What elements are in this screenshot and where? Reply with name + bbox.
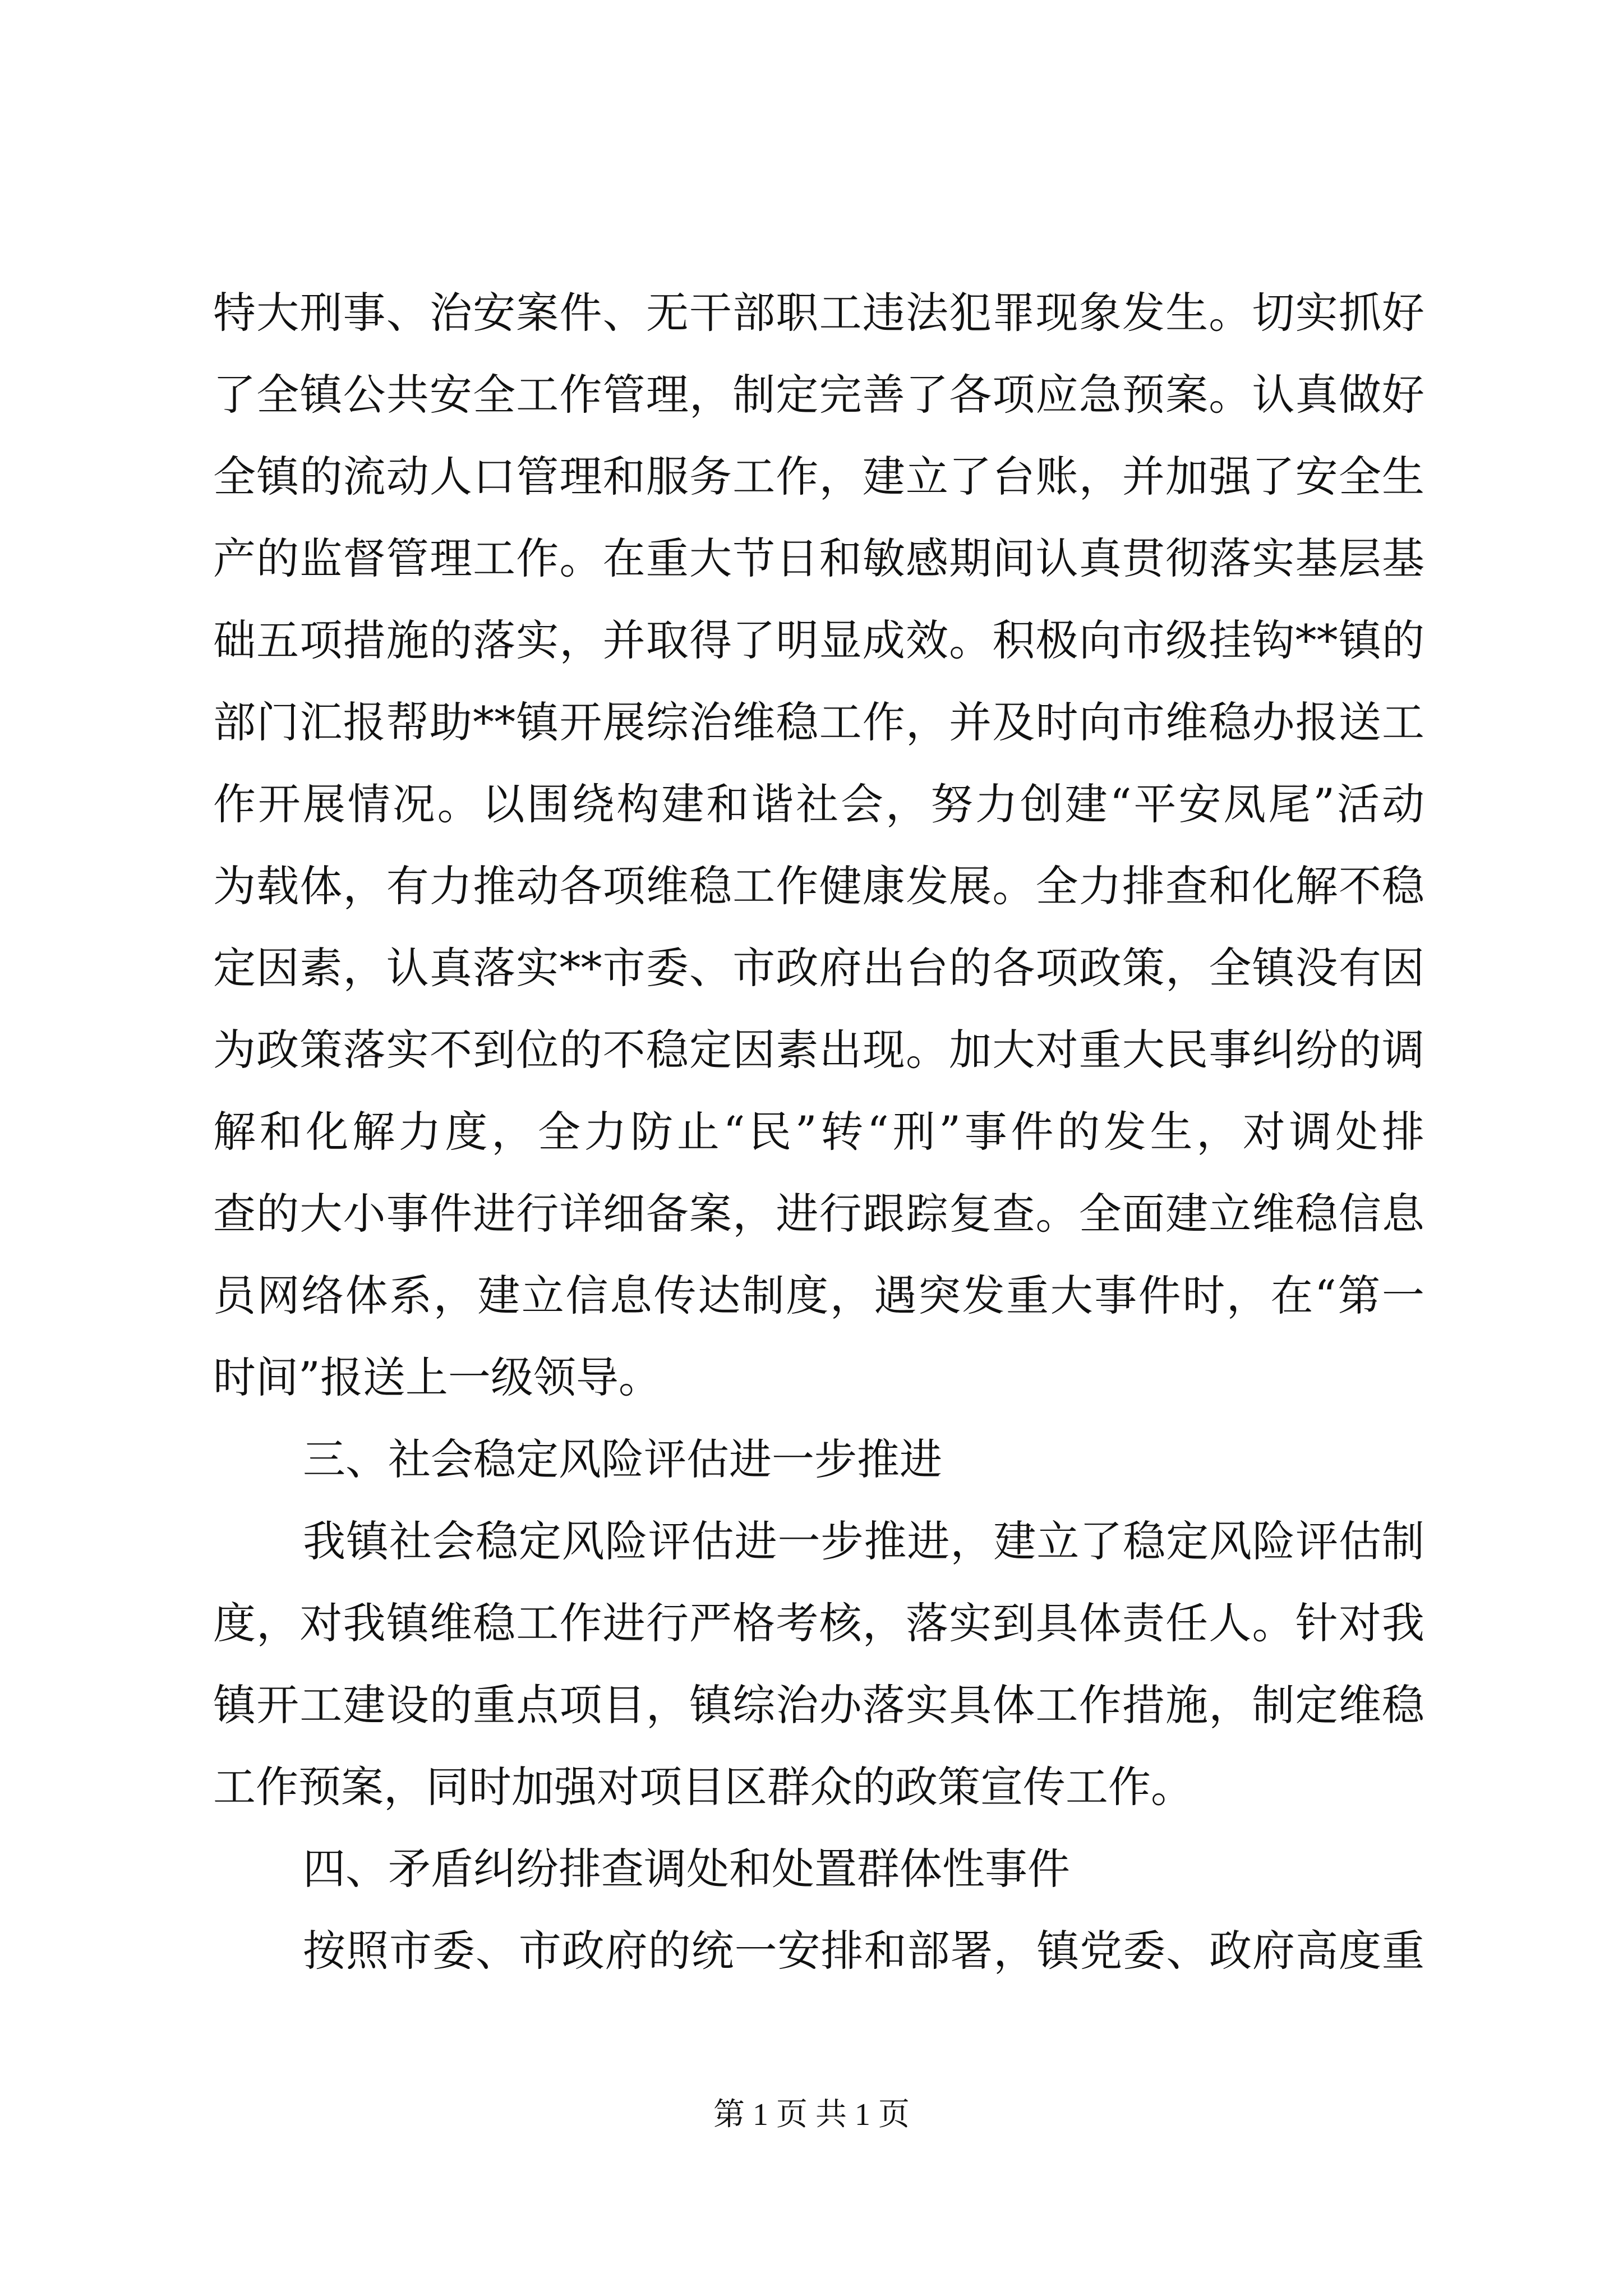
text-line: 四、矛盾纠纷排查调处和处置群体性事件 (303, 1844, 1070, 1894)
text-line: 为政策落实不到位的不稳定因素出现。加大对重大民事纠纷的调 (213, 1025, 1424, 1075)
text-line: 础五项措施的落实，并取得了明显成效。积极向市级挂钩**镇的 (213, 615, 1424, 665)
text-line: 我镇社会稳定风险评估进一步推进，建立了稳定风险评估制 (303, 1516, 1424, 1566)
text-line: 产的监督管理工作。在重大节日和敏感期间认真贯彻落实基层基 (213, 533, 1424, 583)
text-line: 部门汇报帮助**镇开展综治维稳工作，并及时向市维稳办报送工 (213, 697, 1424, 747)
text-line: 全镇的流动人口管理和服务工作，建立了台账，并加强了安全生 (213, 452, 1424, 501)
text-line: 作开展情况。以围绕构建和谐社会，努力创建“平安凤尾”活动 (213, 779, 1424, 829)
text-line: 度，对我镇维稳工作进行严格考核，落实到具体责任人。针对我 (213, 1598, 1424, 1648)
text-line: 为载体，有力推动各项维稳工作健康发展。全力排查和化解不稳 (213, 861, 1424, 911)
text-line: 镇开工建设的重点项目，镇综治办落实具体工作措施，制定维稳 (213, 1680, 1424, 1730)
text-line: 员网络体系，建立信息传达制度，遇突发重大事件时，在“第一 (213, 1271, 1424, 1320)
text-line: 定因素，认真落实**市委、市政府出台的各项政策，全镇没有因 (213, 943, 1424, 993)
text-line: 时间”报送上一级领导。 (213, 1352, 661, 1402)
text-line: 工作预案，同时加强对项目区群众的政策宣传工作。 (213, 1762, 1193, 1812)
text-line: 了全镇公共安全工作管理，制定完善了各项应急预案。认真做好 (213, 370, 1424, 420)
text-line: 解和化解力度，全力防止“民”转“刑”事件的发生，对调处排 (213, 1107, 1424, 1157)
text-line: 查的大小事件进行详细备案，进行跟踪复查。全面建立维稳信息 (213, 1189, 1424, 1239)
text-line: 按照市委、市政府的统一安排和部署，镇党委、政府高度重 (303, 1926, 1424, 1976)
page-footer: 第 1 页 共 1 页 (713, 2097, 910, 2132)
text-line: 特大刑事、治安案件、无干部职工违法犯罪现象发生。切实抓好 (213, 288, 1424, 338)
text-line: 三、社会稳定风险评估进一步推进 (303, 1434, 942, 1484)
